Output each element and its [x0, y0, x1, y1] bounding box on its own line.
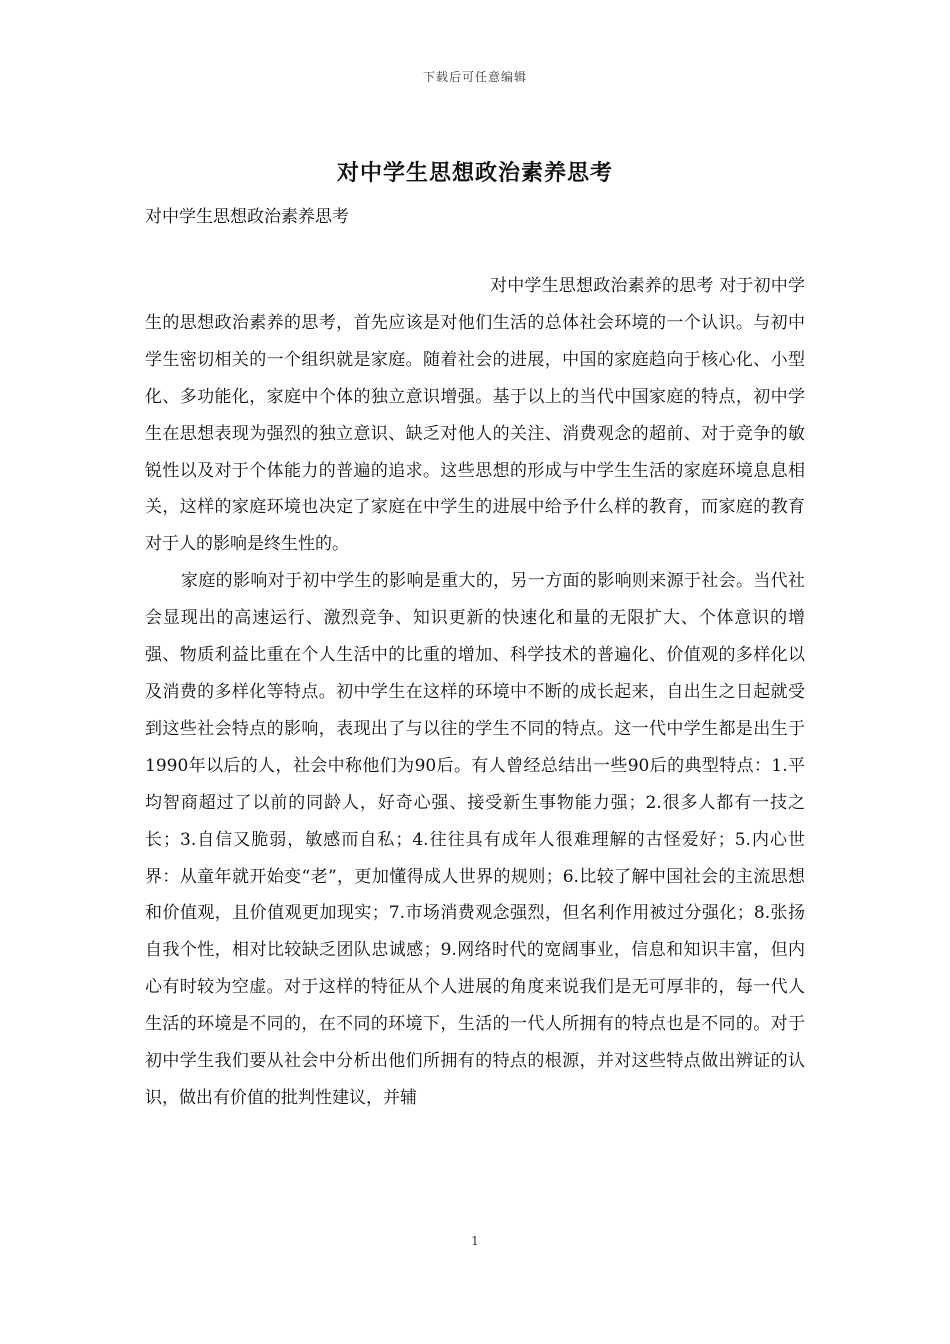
page-header: 下载后可任意编辑 — [422, 70, 527, 84]
page-number: 1 — [471, 1234, 479, 1248]
paragraph-2: 家庭的影响对于初中学生的影响是重大的，另一方面的影响则来源于社会。当代社会显现出的高速运行、激烈竞争、知识更新的快速化和量的无限扩大、个体意识的增强、物质利益比重在个人生活中的比重的增加、科学技术的普遍化、价值观的多样化以及消费的多样化等特点。初中学生在这样的环境中不断的成长起来，自出生之日起就受到这些社会特点的影响，表现出了与以往的学生不同的特点。这一代中学生都是出生于1990年以后的人，社会中称他们为90后。有人曾经总结出一些90后的典型特点：1.平均智商超过了以前的同龄人，好奇心强、接受新生事物能力强；2.很多人都有一技之长；3.自信又脆弱，敏感而自私；4.往往具有成年人很难理解的古怪爱好；5.内心世界：从童年就开始变“老”，更加懂得成人世界的规则；6.比较了解中国社会的主流思想和价值观，且价值观更加现实；7.市场消费观念强烈，但名利作用被过分强化；8.张扬自我个性，相对比较缺乏团队忠诚感；9.网络时代的宽阔事业，信息和知识丰富，但内心有时较为空虚。对于这样的特征从个人进展的角度来说我们是无可厚非的，每一代人生活的环境是不同的，在不同的环境下，生活的一代人所拥有的特点也是不同的。对于初中学生我们要从社会中分析出他们所拥有的特点的根源，并对这些特点做出辨证的认识，做出有价值的批判性建议，并辅 — [145, 571, 805, 1108]
paragraph-1: 对中学生思想政治素养的思考 对于初中学生的思想政治素养的思考，首先应该是对他们生活的总体社会环境的一个认识。与初中学生密切相关的一个组织就是家庭。随着社会的进展，中国的家庭趋向于核心化、小型化、多功能化，家庭中个体的独立意识增强。基于以上的当代中国家庭的特点，初中学生在思想表现为强烈的独立意识、缺乏对他人的关注、消费观念的超前、对于竞争的敏锐性以及对于个体能力的普遍的追求。这些思想的形成与中学生生活的家庭环境息息相关，这样的家庭环境也决定了家庭在中学生的进展中给予什么样的教育，而家庭的教育对于人的影响是终生性的。 — [145, 276, 805, 555]
document-subtitle: 对中学生思想政治素养思考 — [145, 207, 349, 227]
document-body — [145, 268, 805, 1117]
document-title: 对中学生思想政治素养思考 — [336, 160, 613, 186]
